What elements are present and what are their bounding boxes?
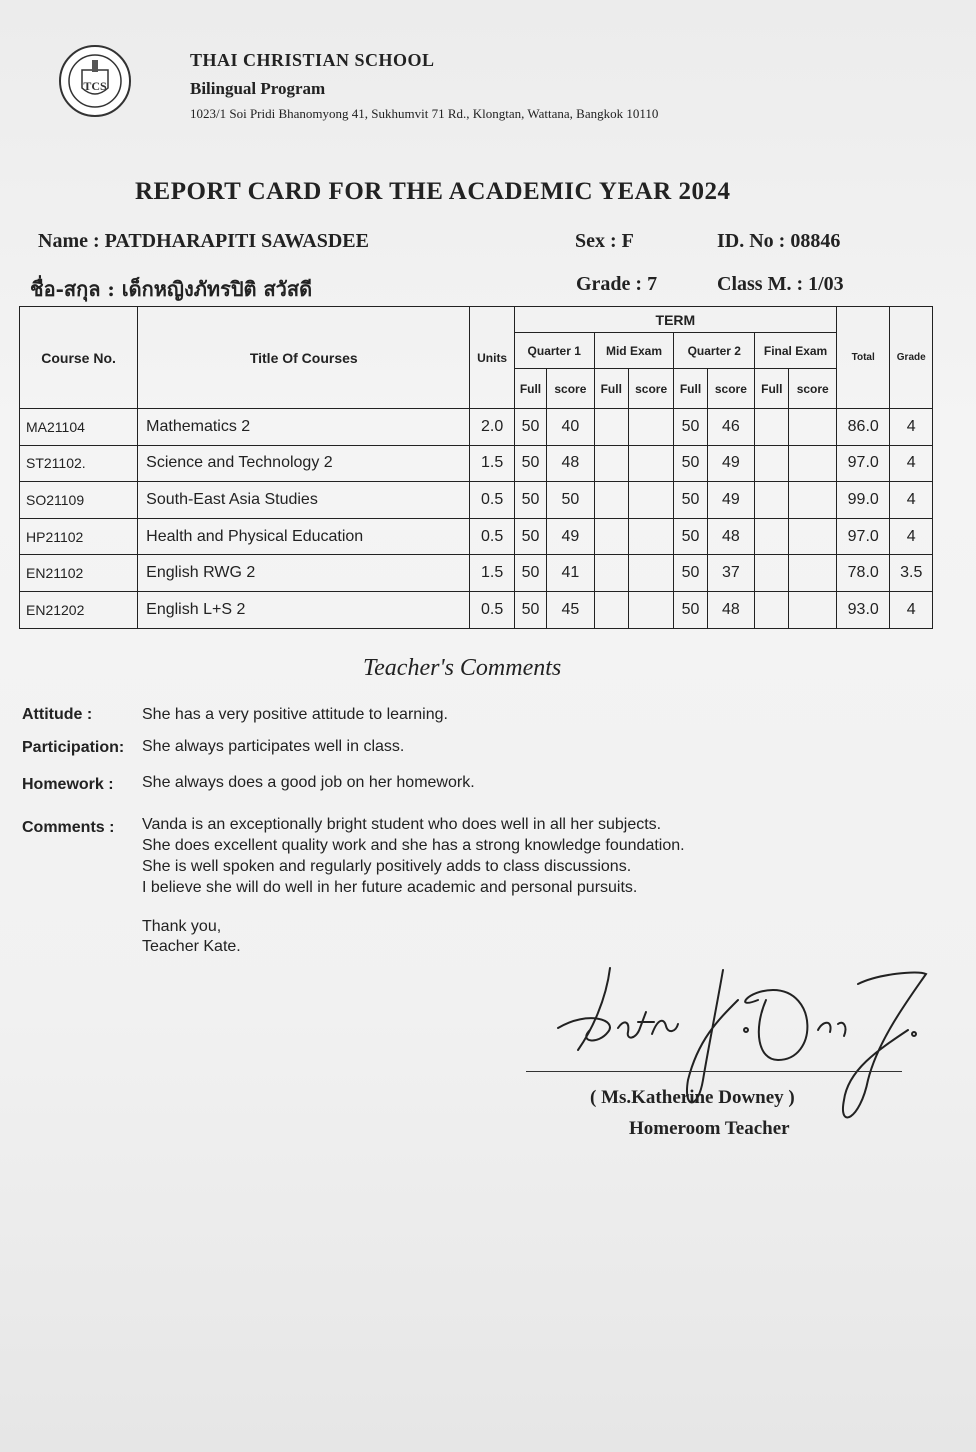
cell-q2-score: 48 [707, 591, 754, 628]
header-title: Title Of Courses [138, 307, 470, 409]
participation-text: She always participates well in class. [142, 738, 405, 755]
cell-title: Mathematics 2 [138, 409, 470, 446]
cell-q1-score: 41 [547, 555, 594, 592]
header-final-exam: Final Exam [755, 333, 837, 369]
header-grade: Grade [890, 307, 933, 409]
cell-title: Science and Technology 2 [138, 445, 470, 482]
teacher-role: Homeroom Teacher [629, 1118, 790, 1139]
cell-q2-score: 37 [707, 555, 754, 592]
cell-final-score [789, 445, 837, 482]
cell-code: MA21104 [20, 409, 138, 446]
comment-line: She is well spoken and regularly positively adds to class discussions. [142, 858, 632, 875]
comments-title: Teacher's Comments [363, 655, 562, 681]
participation-label: Participation: [22, 739, 125, 756]
cell-title: South-East Asia Studies [138, 482, 470, 519]
cell-q1-full: 50 [514, 518, 546, 555]
homework-label: Homework : [22, 776, 114, 793]
header-score: score [628, 369, 673, 409]
cell-title: Health and Physical Education [138, 518, 470, 555]
cell-final-full [755, 482, 789, 519]
student-thai-name: ชื่อ-สกุล : เด็กหญิงภัทรปิติ สวัสดี [30, 277, 313, 301]
cell-mid-score [628, 518, 673, 555]
cell-q1-score: 45 [547, 591, 594, 628]
cell-grade: 4 [890, 482, 933, 519]
cell-final-score [789, 482, 837, 519]
cell-q2-full: 50 [674, 555, 707, 592]
cell-final-full [755, 518, 789, 555]
cell-grade: 3.5 [890, 555, 933, 592]
cell-mid-full [594, 591, 628, 628]
table-row [20, 518, 933, 555]
cell-mid-full [594, 482, 628, 519]
table-row [20, 591, 933, 628]
cell-total: 99.0 [836, 482, 890, 519]
signoff-text: Teacher Kate. [142, 938, 241, 955]
cell-mid-score [628, 591, 673, 628]
student-id: ID. No : 08846 [717, 230, 841, 252]
header-course-no: Course No. [20, 307, 138, 409]
school-logo-icon [58, 44, 132, 118]
cell-q1-full: 50 [514, 409, 546, 446]
grades-table [19, 306, 933, 629]
header-quarter-1: Quarter 1 [514, 333, 594, 369]
cell-q2-score: 49 [707, 445, 754, 482]
student-class: Class M. : 1/03 [717, 273, 844, 295]
cell-mid-full [594, 555, 628, 592]
teacher-name: ( Ms.Katherine Downey ) [590, 1087, 795, 1108]
cell-q1-full: 50 [514, 445, 546, 482]
cell-q1-score: 49 [547, 518, 594, 555]
cell-code: HP21102 [20, 518, 138, 555]
student-grade: Grade : 7 [576, 273, 658, 295]
table-row [20, 555, 933, 592]
cell-grade: 4 [890, 518, 933, 555]
cell-total: 86.0 [836, 409, 890, 446]
cell-final-full [755, 445, 789, 482]
signature-icon [548, 960, 938, 1140]
cell-mid-score [628, 409, 673, 446]
cell-code: EN21202 [20, 591, 138, 628]
school-name: THAI CHRISTIAN SCHOOL [190, 50, 435, 70]
cell-q2-score: 46 [707, 409, 754, 446]
cell-mid-full [594, 445, 628, 482]
cell-code: SO21109 [20, 482, 138, 519]
homework-text: She always does a good job on her homework. [142, 774, 475, 791]
header-full: Full [755, 369, 789, 409]
report-title: REPORT CARD FOR THE ACADEMIC YEAR 2024 [135, 178, 731, 205]
comments-label: Comments : [22, 819, 115, 836]
comment-line: Vanda is an exceptionally bright student who does well in all her subjects. [142, 816, 662, 833]
cell-mid-score [628, 482, 673, 519]
header-quarter-2: Quarter 2 [674, 333, 755, 369]
header-full: Full [594, 369, 628, 409]
cell-final-full [755, 409, 789, 446]
cell-q1-full: 50 [514, 555, 546, 592]
school-header [58, 44, 938, 134]
cell-q1-score: 48 [547, 445, 594, 482]
table-row [20, 409, 933, 446]
cell-q2-full: 50 [674, 591, 707, 628]
cell-units: 0.5 [470, 482, 514, 519]
cell-q2-full: 50 [674, 518, 707, 555]
cell-q2-score: 49 [707, 482, 754, 519]
header-mid-exam: Mid Exam [594, 333, 674, 369]
cell-grade: 4 [890, 445, 933, 482]
thanks-text: Thank you, [142, 918, 222, 935]
cell-q2-score: 48 [707, 518, 754, 555]
cell-q1-score: 50 [547, 482, 594, 519]
cell-units: 0.5 [470, 518, 514, 555]
header-full: Full [674, 369, 707, 409]
program-name: Bilingual Program [190, 79, 326, 98]
cell-q2-full: 50 [674, 482, 707, 519]
cell-q2-full: 50 [674, 445, 707, 482]
header-term: TERM [514, 307, 836, 333]
comment-line: I believe she will do well in her future academic and personal pursuits. [142, 879, 638, 896]
cell-final-full [755, 555, 789, 592]
header-total: Total [836, 307, 890, 409]
cell-final-score [789, 518, 837, 555]
cell-mid-score [628, 555, 673, 592]
school-address: 1023/1 Soi Pridi Bhanomyong 41, Sukhumvit 71 Rd., Klongtan, Wattana, Bangkok 10110 [190, 106, 659, 121]
cell-q1-full: 50 [514, 482, 546, 519]
cell-title: English RWG 2 [138, 555, 470, 592]
cell-mid-score [628, 445, 673, 482]
header-score: score [547, 369, 594, 409]
cell-grade: 4 [890, 409, 933, 446]
cell-final-score [789, 409, 837, 446]
cell-code: ST21102. [20, 445, 138, 482]
table-row [20, 445, 933, 482]
cell-q1-score: 40 [547, 409, 594, 446]
cell-units: 1.5 [470, 445, 514, 482]
cell-total: 97.0 [836, 518, 890, 555]
attitude-text: She has a very positive attitude to learning. [142, 706, 448, 723]
header-full: Full [514, 369, 546, 409]
cell-code: EN21102 [20, 555, 138, 592]
cell-q2-full: 50 [674, 409, 707, 446]
cell-total: 78.0 [836, 555, 890, 592]
cell-grade: 4 [890, 591, 933, 628]
header-score: score [789, 369, 837, 409]
cell-title: English L+S 2 [138, 591, 470, 628]
student-sex: Sex : F [575, 230, 634, 252]
cell-mid-full [594, 409, 628, 446]
cell-units: 2.0 [470, 409, 514, 446]
student-name: Name : PATDHARAPITI SAWASDEE [38, 230, 369, 252]
svg-text:TCS: TCS [83, 79, 107, 93]
attitude-label: Attitude : [22, 706, 93, 723]
table-row [20, 482, 933, 519]
comment-line: She does excellent quality work and she has a strong knowledge foundation. [142, 837, 685, 854]
cell-mid-full [594, 518, 628, 555]
cell-q1-full: 50 [514, 591, 546, 628]
comments-text [142, 814, 685, 898]
cell-total: 97.0 [836, 445, 890, 482]
cell-final-score [789, 555, 837, 592]
cell-final-score [789, 591, 837, 628]
cell-units: 0.5 [470, 591, 514, 628]
cell-total: 93.0 [836, 591, 890, 628]
cell-final-full [755, 591, 789, 628]
cell-units: 1.5 [470, 555, 514, 592]
header-units: Units [470, 307, 514, 409]
header-score: score [707, 369, 754, 409]
signature-line [526, 1071, 902, 1072]
